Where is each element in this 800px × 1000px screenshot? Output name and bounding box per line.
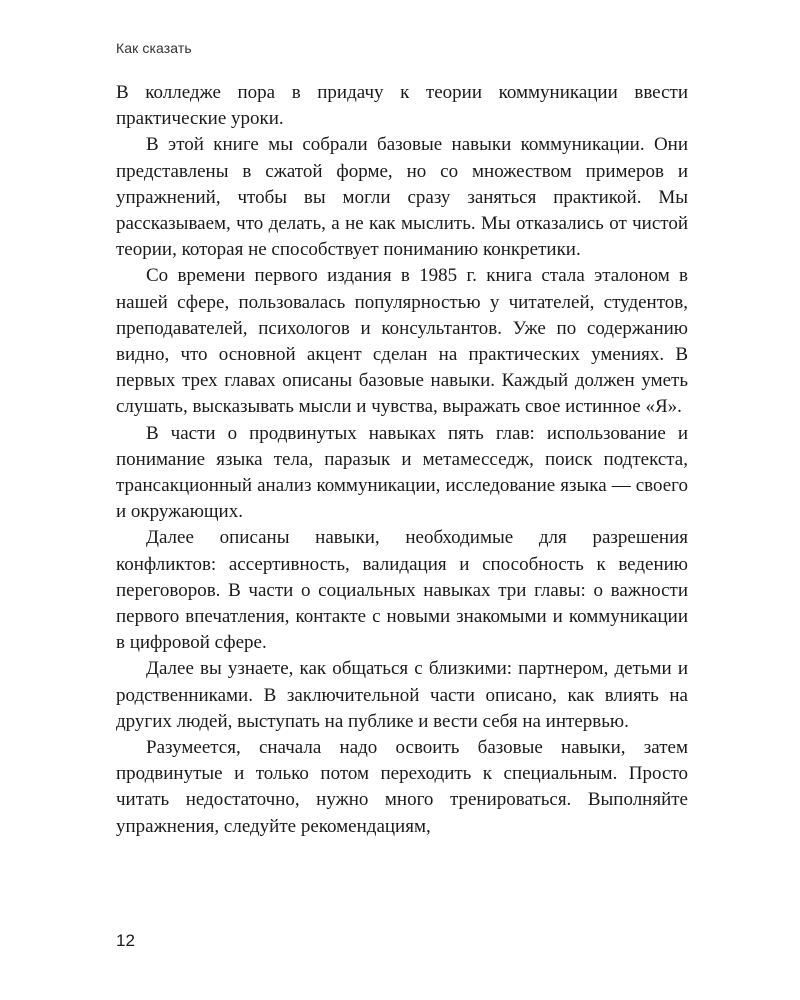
page-number: 12 xyxy=(116,931,135,950)
running-header: Как сказать xyxy=(116,40,192,56)
paragraph: Далее описаны навыки, необходимые для разрешения конфликтов: ассертивность, валидация и способность к ведению переговоров. В части о социальных навыках три главы: о важности первого впечатления, контакте с новыми знакомыми и коммуникации в цифровой сфере. xyxy=(116,527,688,654)
paragraph: Далее вы узнаете, как общаться с близкими: партнером, детьми и родственниками. В заключительной части описано, как влиять на других людей, выступать на публике и вести себя на интервью. xyxy=(116,658,688,732)
paragraph: В этой книге мы собрали базовые навыки коммуникации. Они представлены в сжатой форме, но со множеством примеров и упражнений, чтобы вы могли сразу заняться практикой. Мы рассказываем, что делать, а не как мыслить. Мы отказались от чистой теории, которая не способствует пониманию конкретики. xyxy=(116,134,688,261)
paragraph: В части о продвинутых навыках пять глав: использование и понимание языка тела, паразык и метамесседж, поиск подтекста, трансакционный анализ коммуникации, исследование языка — своего и окружающих. xyxy=(116,422,688,523)
paragraph: Со времени первого издания в 1985 г. книга стала эталоном в нашей сфере, пользовалась популярностью у читателей, студентов, преподавателей, психологов и консультантов. Уже по содержанию видно, что основной акцент сделан на практических умениях. В первых трех главах описаны базовые навыки. Каждый должен уметь слушать, высказывать мысли и чувства, выражать свое истинное «Я». xyxy=(116,265,688,418)
body-text xyxy=(116,80,688,840)
paragraph: В колледже пора в придачу к теории коммуникации ввести практические уроки. xyxy=(116,82,688,130)
paragraph: Разумеется, сначала надо освоить базовые навыки, затем продвинутые и только потом переходить к специальным. Просто читать недостаточно, нужно много тренироваться. Выполняйте упражнения, следуйте рекомендациям, xyxy=(116,737,688,837)
